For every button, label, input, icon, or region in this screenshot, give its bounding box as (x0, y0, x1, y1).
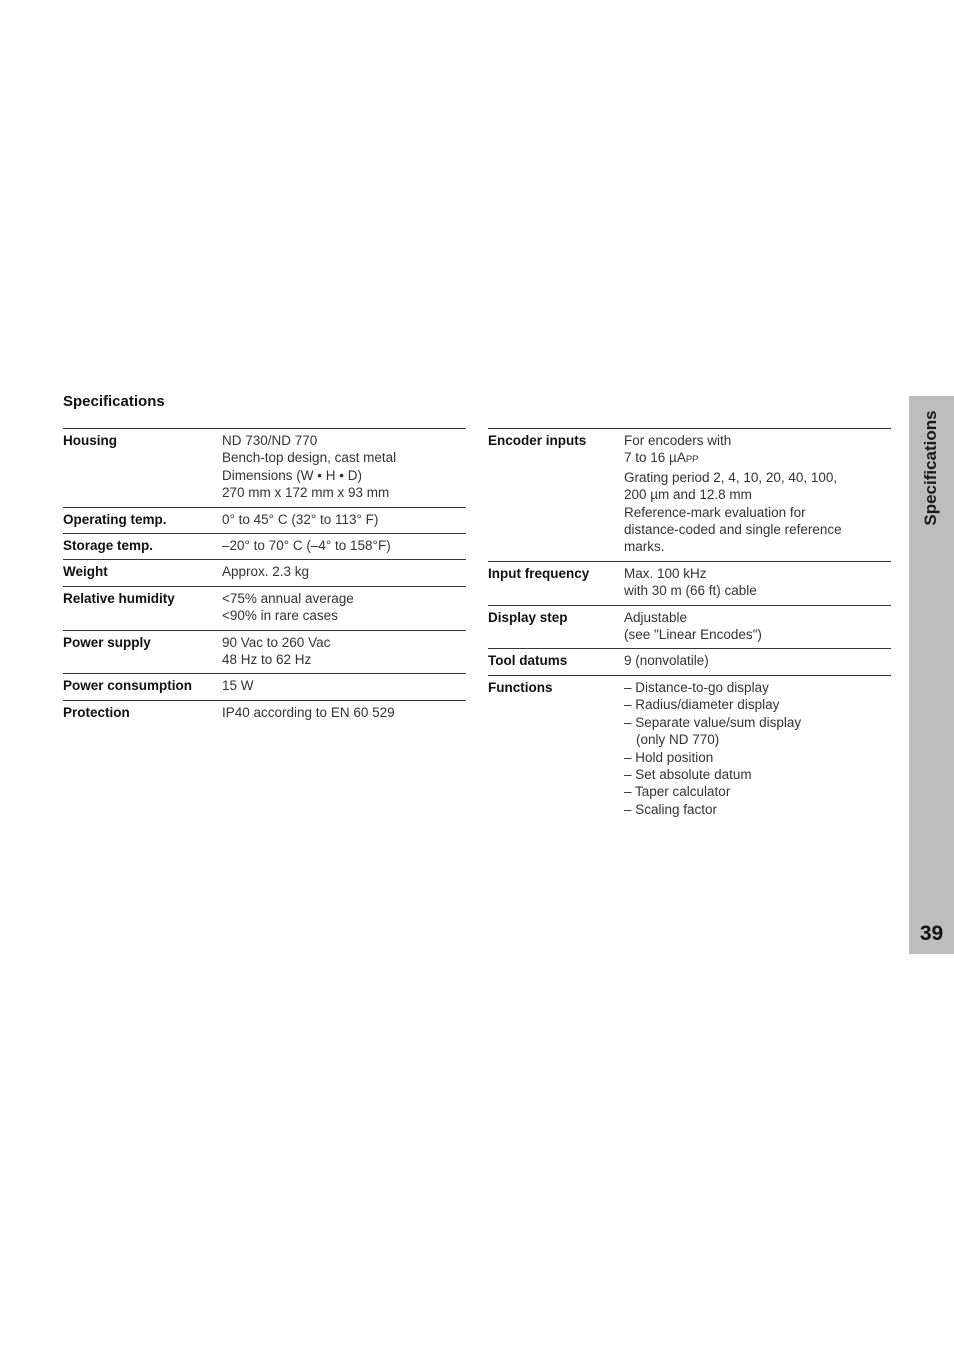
spec-value-current (624, 449, 891, 468)
spec-values (624, 679, 891, 818)
spec-value: marks. (624, 539, 665, 555)
spec-values (222, 537, 466, 554)
spec-value: – Separate value/sum display (624, 714, 802, 730)
spec-label: Functions (488, 679, 553, 695)
spec-values (624, 609, 891, 644)
spec-value: 0° to 45° C (32° to 113° F) (222, 511, 379, 527)
spec-value: (only ND 770) (636, 732, 720, 748)
spec-value: Bench-top design, cast metal (222, 450, 397, 466)
spec-values (624, 652, 891, 669)
spec-values (222, 704, 466, 721)
section-heading: Specifications (63, 393, 165, 410)
spec-value: 9 (nonvolatile) (624, 653, 709, 669)
spec-label: Protection (63, 704, 130, 720)
spec-row-functions (488, 675, 891, 823)
spec-value: Dimensions (W • H • D) (222, 467, 362, 483)
spec-label: Weight (63, 564, 108, 580)
spec-label: Power supply (63, 634, 151, 650)
spec-values (222, 511, 466, 528)
spec-value: –20° to 70° C (–4° to 158°F) (222, 538, 391, 554)
spec-row-input-frequency (488, 561, 891, 605)
spec-value: Max. 100 kHz (624, 565, 707, 581)
spec-value: 7 to 16 µA (624, 450, 686, 466)
spec-value: Reference-mark evaluation for (624, 504, 806, 520)
spec-value: 270 mm x 172 mm x 93 mm (222, 485, 390, 501)
spec-label: Tool datums (488, 653, 568, 669)
spec-row-display-step (488, 605, 891, 649)
subscript-pp: PP (685, 454, 699, 466)
spec-value: – Set absolute datum (624, 766, 752, 782)
spec-value: Grating period 2, 4, 10, 20, 40, 100, (624, 469, 838, 485)
spec-value: <90% in rare cases (222, 608, 338, 624)
spec-values (624, 565, 891, 600)
spec-row-power-supply (63, 630, 466, 674)
spec-label: Encoder inputs (488, 433, 587, 448)
spec-label: Display step (488, 609, 568, 625)
spec-table-right (488, 428, 891, 823)
spec-value: 200 µm and 12.8 mm (624, 487, 752, 503)
spec-value: 48 Hz to 62 Hz (222, 652, 312, 668)
spec-value: – Distance-to-go display (624, 679, 769, 695)
spec-value: – Radius/diameter display (624, 697, 780, 713)
spec-values (624, 432, 891, 556)
spec-value: with 30 m (66 ft) cable (624, 583, 757, 599)
spec-row-relative-humidity (63, 586, 466, 630)
spec-value: ND 730/ND 770 (222, 433, 318, 448)
spec-value: Approx. 2.3 kg (222, 564, 310, 580)
spec-value: distance-coded and single reference (624, 522, 842, 538)
spec-row-power-consumption (63, 673, 466, 699)
spec-row-tool-datums (488, 648, 891, 674)
spec-label: Input frequency (488, 565, 590, 581)
spec-row-storage-temp (63, 533, 466, 559)
page-number: 39 (919, 922, 944, 945)
spec-value: For encoders with (624, 433, 732, 448)
spec-table-left (63, 428, 466, 726)
side-tab (909, 396, 954, 954)
side-tab-label: Specifications (921, 410, 940, 526)
spec-row-encoder-inputs (488, 428, 891, 561)
spec-label: Power consumption (63, 678, 193, 694)
spec-label: Operating temp. (63, 511, 167, 527)
spec-value: Adjustable (624, 609, 688, 625)
spec-values (222, 590, 466, 625)
spec-row-operating-temp (63, 507, 466, 533)
spec-value: – Scaling factor (624, 801, 718, 817)
spec-label: Relative humidity (63, 590, 175, 606)
spec-value: <75% annual average (222, 590, 354, 606)
spec-value: 90 Vac to 260 Vac (222, 634, 331, 650)
spec-values (222, 677, 466, 694)
spec-label: Storage temp. (63, 538, 154, 554)
spec-row-weight (63, 559, 466, 585)
spec-values (222, 432, 466, 502)
spec-value: IP40 according to EN 60 529 (222, 704, 395, 720)
spec-value: (see "Linear Encodes") (624, 627, 762, 643)
spec-values (222, 634, 466, 669)
spec-values (222, 563, 466, 580)
spec-row-housing (63, 428, 466, 507)
spec-value: – Hold position (624, 749, 714, 765)
spec-value: 15 W (222, 678, 254, 694)
spec-value: – Taper calculator (624, 784, 731, 800)
spec-label: Housing (63, 433, 117, 448)
spec-row-protection (63, 700, 466, 726)
